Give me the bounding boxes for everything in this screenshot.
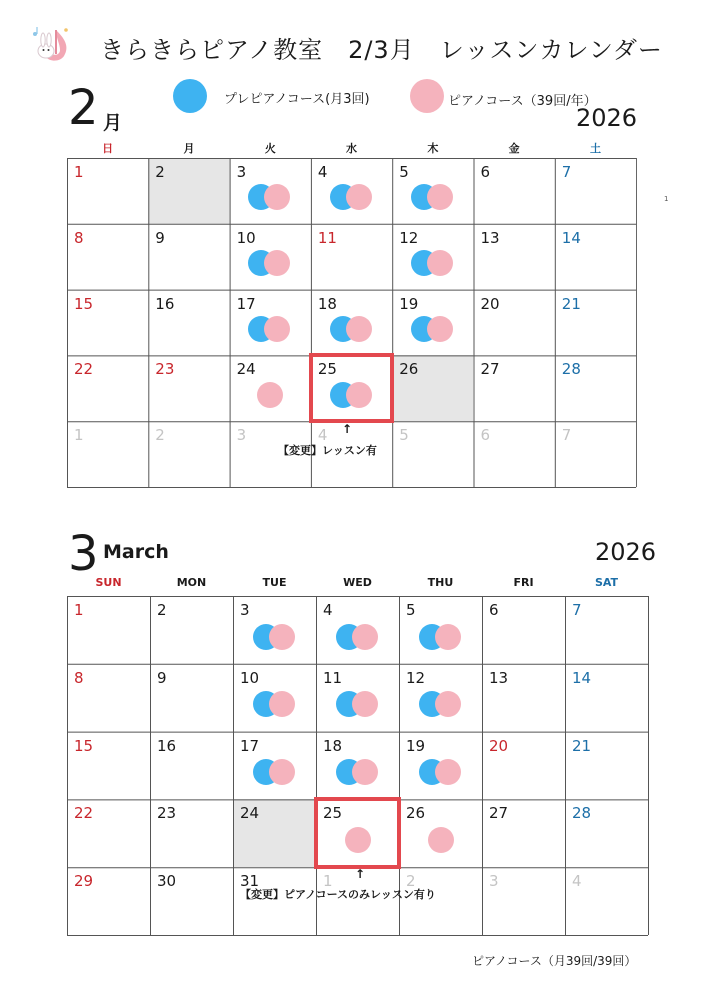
feb-day-number: 27: [480, 360, 500, 379]
mar-day-number: 28: [572, 804, 592, 823]
mar-calendar-grid: [67, 596, 648, 935]
feb-day-cell: [474, 158, 555, 224]
mar-day-cell: [150, 732, 233, 800]
mar-weekday-label: THU: [427, 576, 454, 589]
feb-day-number: 13: [480, 228, 500, 247]
mar-day-number: 8: [74, 668, 84, 687]
feb-day-cell: [230, 355, 311, 421]
piano-lesson-marker: [269, 691, 295, 717]
feb-day-cell: [67, 355, 148, 421]
mar-day-number: 1: [323, 872, 333, 891]
mar-day-cell: [150, 867, 233, 935]
mar-day-number: 20: [489, 736, 509, 755]
feb-day-cell: [311, 290, 392, 356]
rabbit-music-logo-icon: [30, 24, 72, 66]
mar-day-number: 14: [572, 668, 592, 687]
feb-day-number: 25: [317, 360, 337, 379]
mar-changed-day-highlight: [314, 797, 401, 869]
mar-day-cell: [565, 799, 648, 867]
feb-day-cell: [67, 158, 148, 224]
feb-day-cell: [148, 355, 229, 421]
feb-day-number: 1: [74, 163, 84, 181]
mar-day-cell: [150, 799, 233, 867]
piano-lesson-marker: [264, 316, 290, 342]
piano-lesson-marker: [435, 691, 461, 717]
mar-day-cell: [67, 732, 150, 800]
mar-day-cell: [399, 799, 482, 867]
pre-piano-course-legend-label: プレピアノコース(月3回): [224, 92, 370, 107]
feb-day-number: 7: [561, 426, 572, 445]
feb-day-number: 4: [317, 426, 328, 445]
mar-day-number: 29: [74, 872, 94, 891]
mar-day-number: 4: [323, 601, 333, 619]
feb-day-cell: [392, 224, 473, 290]
mar-day-number: 24: [240, 804, 260, 823]
mar-day-cell: [399, 732, 482, 800]
feb-day-number: 3: [236, 163, 247, 181]
mar-day-number: 12: [406, 668, 426, 687]
mar-day-cell: [565, 867, 648, 935]
piano-lesson-marker: [427, 184, 453, 210]
feb-day-cell: [392, 355, 473, 421]
mar-day-number: 13: [489, 668, 509, 687]
piano-lesson-marker: [352, 691, 378, 717]
piano-lesson-marker: [352, 759, 378, 785]
piano-lesson-marker: [346, 316, 372, 342]
piano-course-legend-dot: [410, 79, 444, 113]
mar-day-cell: [565, 596, 648, 664]
mar-day-number: 21: [572, 736, 592, 755]
feb-day-number: 22: [74, 360, 94, 379]
mar-day-number: 30: [157, 872, 177, 891]
feb-day-cell: [148, 421, 229, 487]
page-title: きらきらピアノ教室 2/3月 レッスンカレンダー: [100, 36, 663, 64]
feb-day-cell: [67, 290, 148, 356]
feb-day-number: 2: [155, 426, 165, 445]
mar-day-cell: [316, 732, 399, 800]
feb-day-number: 18: [317, 294, 337, 313]
feb-day-number: 20: [480, 294, 500, 313]
feb-day-cell: [555, 224, 636, 290]
piano-lesson-marker: [346, 184, 372, 210]
mar-day-cell: [233, 664, 316, 732]
feb-weekday-label: 土: [589, 142, 601, 155]
feb-day-cell: [392, 421, 473, 487]
mar-day-number: 23: [157, 804, 177, 823]
feb-day-number: 5: [399, 426, 409, 445]
feb-day-cell: [555, 421, 636, 487]
feb-changed-day-highlight: [309, 353, 394, 423]
mar-day-number: 1: [74, 601, 84, 619]
feb-day-number: 6: [480, 426, 491, 445]
mar-day-number: 26: [406, 804, 426, 823]
mar-day-cell: [150, 596, 233, 664]
mar-day-cell: [399, 664, 482, 732]
mar-day-number: 9: [157, 668, 167, 687]
feb-day-cell: [474, 290, 555, 356]
mar-day-number: 31: [240, 872, 260, 891]
piano-lesson-marker: [435, 759, 461, 785]
piano-course-legend-label: ピアノコース（39回/年）: [448, 94, 597, 109]
feb-day-number: 26: [399, 360, 419, 379]
feb-day-number: 9: [155, 228, 165, 247]
piano-lesson-marker: [427, 316, 453, 342]
mar-day-cell: [482, 664, 565, 732]
mar-year: 2026: [595, 538, 657, 566]
feb-day-cell: [311, 158, 392, 224]
feb-day-cell: [474, 421, 555, 487]
page-number-mark: 1: [664, 195, 669, 203]
mar-day-number: 6: [489, 601, 499, 619]
feb-day-number: 2: [155, 163, 165, 181]
mar-day-cell: [316, 664, 399, 732]
piano-lesson-marker: [264, 250, 290, 276]
feb-day-cell: [474, 355, 555, 421]
mar-day-cell: [482, 732, 565, 800]
feb-day-number: 8: [74, 228, 84, 247]
piano-lesson-marker: [428, 827, 454, 853]
feb-day-cell: [67, 224, 148, 290]
mar-day-number: 10: [240, 668, 260, 687]
mar-day-number: 5: [406, 601, 416, 619]
footer-note: ピアノコース（月39回/39回）: [472, 954, 637, 968]
mar-day-cell: [233, 732, 316, 800]
feb-weekday-label: 月: [183, 142, 195, 155]
feb-note-arrow: ↑: [342, 422, 353, 436]
feb-day-cell: [392, 290, 473, 356]
feb-day-number: 5: [399, 163, 409, 181]
mar-day-cell: [482, 596, 565, 664]
feb-day-cell: [555, 355, 636, 421]
mar-day-number: 25: [323, 804, 343, 823]
feb-day-number: 1: [74, 426, 84, 445]
mar-day-number: 17: [240, 736, 260, 755]
mar-day-cell: [565, 732, 648, 800]
mar-day-number: 18: [323, 736, 343, 755]
feb-day-cell: [555, 290, 636, 356]
mar-day-cell: [316, 596, 399, 664]
feb-weekday-label: 木: [427, 142, 439, 155]
mar-day-cell: [233, 799, 316, 867]
feb-day-number: 19: [399, 294, 419, 313]
feb-weekday-label: 水: [346, 142, 358, 155]
feb-day-cell: [311, 224, 392, 290]
piano-lesson-marker: [269, 759, 295, 785]
feb-year: 2026: [576, 104, 638, 132]
feb-day-number: 14: [561, 228, 581, 247]
feb-day-cell: [555, 158, 636, 224]
mar-day-number: 11: [323, 668, 343, 687]
feb-day-number: 17: [236, 294, 256, 313]
feb-weekday-label: 日: [102, 142, 114, 155]
feb-day-number: 10: [236, 228, 256, 247]
mar-month-number: 3: [68, 526, 99, 582]
feb-day-number: 6: [480, 163, 491, 181]
mar-change-note: 【変更】ピアノコースのみレッスン有り: [240, 888, 436, 901]
mar-month-suffix: March: [103, 541, 169, 563]
feb-day-number: 3: [236, 426, 247, 445]
feb-calendar-grid: [67, 158, 636, 487]
mar-day-number: 3: [489, 872, 499, 891]
mar-weekday-label: SUN: [95, 576, 122, 589]
feb-day-cell: [392, 158, 473, 224]
mar-day-cell: [399, 596, 482, 664]
feb-day-cell: [67, 421, 148, 487]
mar-day-cell: [233, 596, 316, 664]
feb-day-number: 12: [399, 228, 419, 247]
mar-day-number: 19: [406, 736, 426, 755]
pre-piano-course-legend-dot: [173, 79, 207, 113]
feb-weekday-label: 火: [264, 142, 276, 155]
feb-day-number: 16: [155, 294, 175, 313]
mar-day-cell: [67, 596, 150, 664]
mar-day-number: 16: [157, 736, 177, 755]
piano-lesson-marker: [352, 624, 378, 650]
piano-lesson-marker: [257, 382, 283, 408]
mar-weekday-label: TUE: [262, 576, 287, 589]
mar-day-cell: [150, 664, 233, 732]
feb-day-number: 23: [155, 360, 175, 379]
feb-day-cell: [474, 224, 555, 290]
mar-day-cell: [67, 799, 150, 867]
mar-day-number: 7: [572, 601, 582, 619]
mar-day-number: 4: [572, 872, 582, 891]
feb-month-number: 2: [68, 80, 99, 136]
feb-day-cell: [148, 224, 229, 290]
mar-day-cell: [67, 867, 150, 935]
feb-weekday-label: 金: [508, 142, 520, 155]
mar-weekday-label: SAT: [594, 576, 619, 589]
feb-day-cell: [230, 158, 311, 224]
feb-day-number: 24: [236, 360, 256, 379]
mar-weekday-label: MON: [176, 576, 207, 589]
mar-weekday-label: WED: [343, 576, 372, 589]
piano-lesson-marker: [264, 184, 290, 210]
piano-lesson-marker: [435, 624, 461, 650]
feb-day-number: 21: [561, 294, 581, 313]
feb-month-suffix: 月: [103, 112, 123, 134]
mar-day-cell: [67, 664, 150, 732]
mar-note-arrow: ↑: [355, 867, 366, 881]
feb-day-number: 7: [561, 163, 572, 181]
mar-day-number: 2: [406, 872, 416, 891]
feb-day-cell: [230, 290, 311, 356]
feb-day-number: 4: [317, 163, 328, 181]
mar-day-number: 27: [489, 804, 509, 823]
piano-lesson-marker: [427, 250, 453, 276]
feb-day-number: 28: [561, 360, 581, 379]
mar-day-number: 3: [240, 601, 250, 619]
feb-day-number: 15: [74, 294, 94, 313]
mar-day-cell: [482, 867, 565, 935]
feb-day-cell: [230, 224, 311, 290]
mar-day-cell: [482, 799, 565, 867]
feb-change-note: 【変更】レッスン有: [278, 444, 377, 457]
feb-day-cell: [148, 290, 229, 356]
piano-lesson-marker: [269, 624, 295, 650]
mar-day-number: 2: [157, 601, 167, 619]
mar-weekday-label: FRI: [513, 576, 534, 589]
mar-day-number: 15: [74, 736, 94, 755]
mar-day-number: 22: [74, 804, 94, 823]
feb-day-cell: [148, 158, 229, 224]
mar-day-cell: [565, 664, 648, 732]
feb-day-number: 11: [317, 228, 337, 247]
